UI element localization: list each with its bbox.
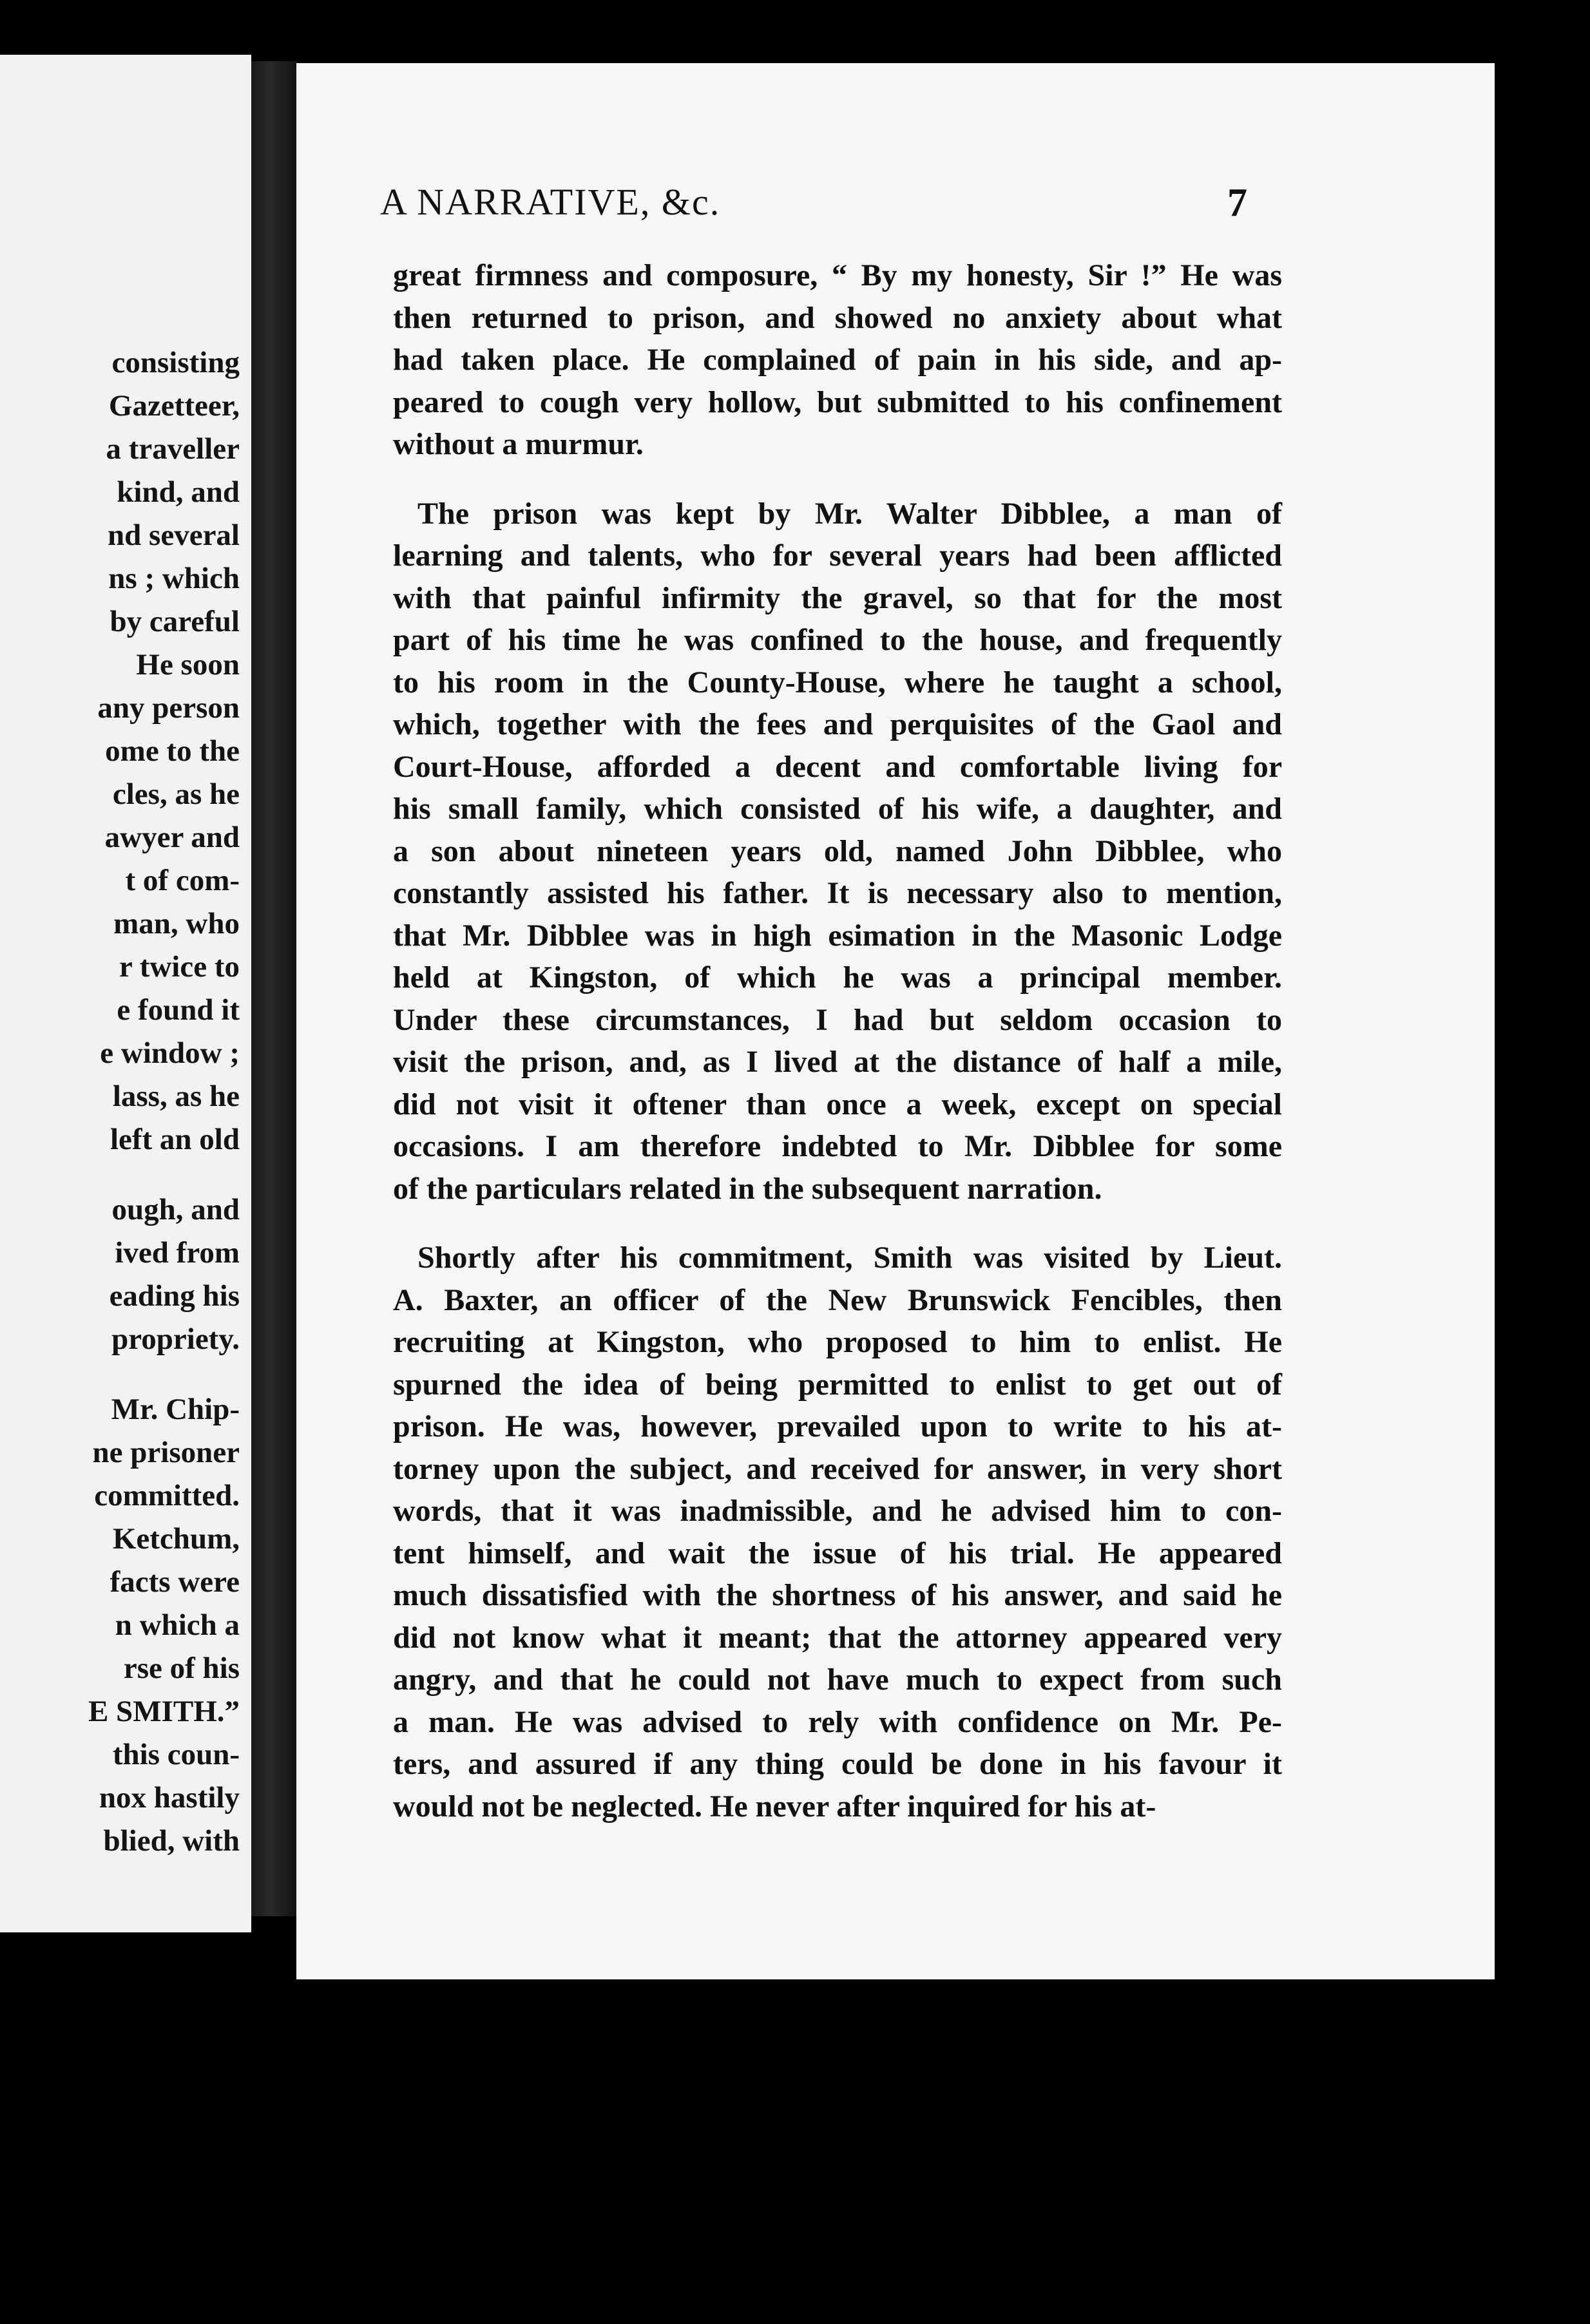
- left-page-line: e found it: [117, 993, 240, 1027]
- text-line: part of his time he was confined to the house, and frequently: [393, 623, 1282, 657]
- left-page-line: Ketchum,: [112, 1522, 240, 1556]
- left-page-line: ough, and: [111, 1193, 240, 1226]
- left-page-line: ns ; which: [108, 562, 240, 595]
- body-text: [393, 254, 1282, 1827]
- left-page-line: a traveller: [106, 432, 240, 466]
- left-page-line: nox hastily: [99, 1781, 240, 1814]
- left-page-line: facts were: [110, 1565, 240, 1599]
- text-line: prison. He was, however, prevailed upon to write to his at-: [393, 1409, 1282, 1443]
- text-line: constantly assisted his father. It is necessary also to mention,: [393, 876, 1282, 910]
- text-line: Court-House, afforded a decent and comfortable living for: [393, 749, 1282, 784]
- text-line: that Mr. Dibblee was in high esimation in the Masonic Lodge: [393, 918, 1282, 953]
- left-page-line: Mr. Chip-: [111, 1393, 240, 1426]
- text-line: recruiting at Kingston, who proposed to him to enlist. He: [393, 1325, 1282, 1359]
- text-line: much dissatisfied with the shortness of his answer, and said he: [393, 1578, 1282, 1612]
- text-line: which, together with the fees and perquisites of the Gaol and: [393, 707, 1282, 741]
- text-line: A. Baxter, an officer of the New Brunswick Fencibles, then: [393, 1282, 1282, 1317]
- running-head: A NARRATIVE, &c.: [380, 181, 721, 223]
- text-line: to his room in the County-House, where he taught a school,: [393, 665, 1282, 700]
- left-page-text: [0, 341, 240, 1863]
- paragraph: [393, 493, 1282, 1210]
- left-page-line: propriety.: [111, 1322, 240, 1356]
- left-page-line: e window ;: [100, 1036, 240, 1070]
- left-page-line: blied, with: [103, 1824, 240, 1858]
- text-line: Shortly after his commitment, Smith was visited by Lieut.: [417, 1241, 1282, 1275]
- left-page-line: cles, as he: [112, 777, 240, 811]
- text-line: without a murmur.: [393, 427, 644, 461]
- left-page-line: eading his: [109, 1279, 240, 1313]
- text-line: learning and talents, who for several years had been afflicted: [393, 538, 1282, 573]
- left-page-line: this coun-: [112, 1738, 240, 1771]
- left-page-line: t of com-: [125, 864, 240, 897]
- text-line: torney upon the subject, and received for answer, in very short: [393, 1451, 1282, 1486]
- book-gutter: [251, 61, 298, 1916]
- text-line: great firmness and composure, “ By my honesty, Sir !” He was: [393, 258, 1282, 292]
- left-page-fragment: [0, 55, 251, 1932]
- left-page-line: committed.: [94, 1479, 240, 1512]
- text-line: occasions. I am therefore indebted to Mr. Dibblee for some: [393, 1129, 1282, 1163]
- text-line: a man. He was advised to rely with confidence on Mr. Pe-: [393, 1704, 1282, 1739]
- left-page-line: lass, as he: [112, 1080, 240, 1113]
- text-line: visit the prison, and, as I lived at the distance of half a mile,: [393, 1045, 1282, 1079]
- text-line: had taken place. He complained of pain in his side, and ap-: [393, 343, 1282, 377]
- text-line: with that painful infirmity the gravel, so that for the most: [393, 580, 1282, 615]
- text-line: did not visit it oftener than once a week, except on special: [393, 1087, 1282, 1121]
- text-line: would not be neglected. He never after inquired for his at-: [393, 1789, 1156, 1824]
- left-page-line: ne prisoner: [92, 1436, 240, 1469]
- left-page-line: left an old: [110, 1123, 240, 1156]
- left-page-line: ived from: [115, 1236, 240, 1270]
- left-page-line: any person: [97, 691, 240, 725]
- left-page-line: ome to the: [105, 734, 240, 768]
- text-line: a son about nineteen years old, named John Dibblee, who: [393, 833, 1282, 868]
- left-page-line: E SMITH.”: [88, 1695, 240, 1728]
- text-line: ters, and assured if any thing could be done in his favour it: [393, 1747, 1282, 1781]
- left-page-line: n which a: [115, 1608, 240, 1642]
- left-page-line: kind, and: [117, 475, 240, 509]
- left-page-line: rse of his: [123, 1652, 240, 1685]
- text-line: peared to cough very hollow, but submitted to his confinement: [393, 385, 1282, 419]
- text-line: his small family, which consisted of his wife, a daughter, and: [393, 792, 1282, 826]
- text-line: of the particulars related in the subsequent narration.: [393, 1171, 1102, 1206]
- page-number: 7: [1227, 181, 1247, 225]
- text-line: held at Kingston, of which he was a principal member.: [393, 960, 1282, 995]
- left-page-line: man, who: [113, 907, 240, 940]
- left-page-line: [0, 1161, 240, 1188]
- left-page-line: [0, 1361, 240, 1388]
- left-page-line: nd several: [108, 519, 240, 552]
- paragraph: [393, 1237, 1282, 1827]
- text-line: words, that it was inadmissible, and he advised him to con-: [393, 1494, 1282, 1528]
- left-page-line: Gazetteer,: [108, 389, 240, 423]
- text-line: angry, and that he could not have much to expect from such: [393, 1662, 1282, 1697]
- left-page-line: r twice to: [119, 950, 240, 984]
- left-page-line: by careful: [110, 605, 240, 638]
- text-line: spurned the idea of being permitted to enlist to get out of: [393, 1367, 1282, 1402]
- paragraph: [393, 254, 1282, 466]
- left-page-line: awyer and: [104, 821, 240, 854]
- text-line: tent himself, and wait the issue of his trial. He appeared: [393, 1536, 1282, 1570]
- left-page-line: He soon: [136, 648, 240, 681]
- text-line: did not know what it meant; that the attorney appeared very: [393, 1620, 1282, 1655]
- left-page-line: consisting: [111, 346, 240, 379]
- text-line: Under these circumstances, I had but seldom occasion to: [393, 1002, 1282, 1037]
- text-line: then returned to prison, and showed no anxiety about what: [393, 300, 1282, 335]
- text-line: The prison was kept by Mr. Walter Dibblee, a man of: [417, 496, 1282, 531]
